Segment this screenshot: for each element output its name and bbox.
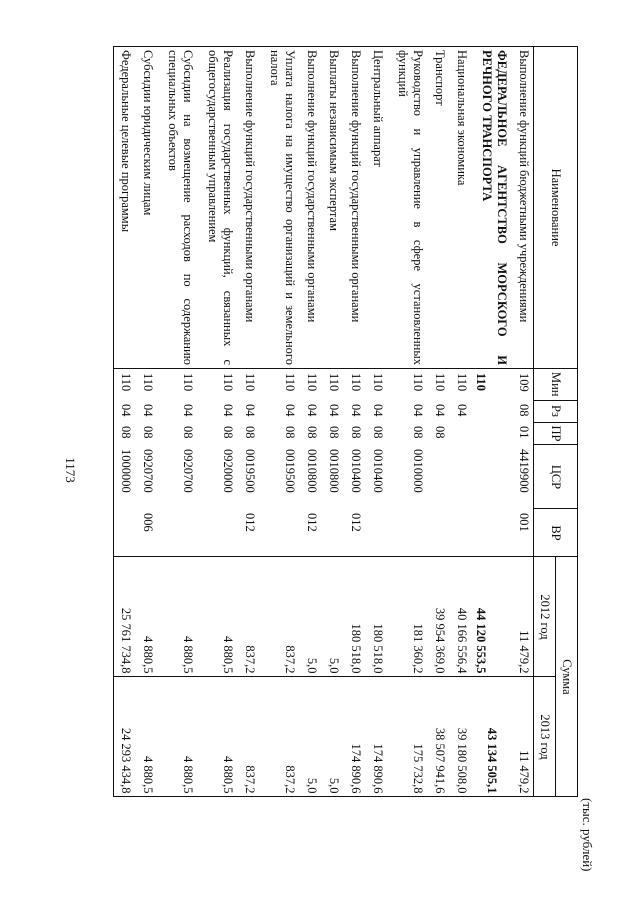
header-rz: Рз: [534, 400, 578, 422]
row-rz: 04: [243, 404, 258, 417]
row-vr: [322, 509, 344, 557]
row-rz: 04: [114, 400, 136, 422]
row-csr: 0920700: [141, 448, 156, 493]
row-name: ФЕДЕРАЛЬНОЕ АГЕНТСТВО МОРСКОГО И РЕЧНОГО ТРАНСПОРТА: [472, 47, 512, 369]
row-csr: 0019500: [283, 448, 298, 493]
row-name: Выплаты независимым экспертам: [322, 47, 344, 369]
row-min: 109: [517, 373, 531, 392]
row-name: Выполнение функций государственными органами: [238, 47, 260, 369]
row-pr: 08: [349, 426, 364, 439]
row-min: 110: [114, 369, 136, 401]
row-2013: 4 880,5: [158, 677, 198, 797]
table-row: [300, 47, 322, 797]
row-rz: 04: [181, 404, 196, 417]
row-pr: [472, 422, 512, 445]
row-csr: [450, 445, 472, 509]
row-csr: 0010400: [371, 448, 386, 493]
table-header: [534, 47, 578, 797]
row-vr: [450, 509, 472, 557]
row-rz: 04: [433, 404, 448, 417]
row-2013: 24 293 434,8: [114, 677, 136, 797]
row-csr: 0010000: [411, 448, 426, 493]
row-min: 110: [411, 373, 426, 392]
row-vr: [388, 509, 428, 557]
row-pr: 08: [283, 426, 298, 439]
row-name: Центральный аппарат: [366, 47, 388, 369]
row-2012: 39 954 369,0: [428, 557, 450, 677]
row-2013: 837,2: [238, 677, 260, 797]
row-name: Руководство и управление в сфере установленных функций: [388, 47, 428, 369]
row-min: 110: [305, 373, 320, 392]
row-min: 110: [243, 373, 258, 392]
row-min: 110: [455, 373, 470, 392]
row-pr: 08: [114, 422, 136, 445]
row-min: 110: [181, 373, 196, 392]
table-row: [450, 47, 472, 797]
row-pr: 08: [141, 426, 156, 439]
row-2012: 11 479,2: [512, 557, 534, 677]
header-sum: Сумма: [556, 557, 578, 797]
row-name: Национальная экономика: [450, 47, 472, 369]
row-pr: 08: [243, 426, 258, 439]
row-pr: 08: [371, 426, 386, 439]
row-name: Реализация государственных функций, связанных с общегосударственным управлением: [198, 47, 238, 369]
row-2013: 175 732,8: [388, 677, 428, 797]
table-row: [238, 47, 260, 797]
header-min: Мин: [534, 369, 578, 401]
row-vr: [198, 509, 238, 557]
header-2013: 2013 год: [534, 677, 556, 797]
row-2012: 4 880,5: [136, 557, 158, 677]
budget-table: [113, 46, 578, 797]
row-2012: 4 880,5: [158, 557, 198, 677]
row-2013: 5,0: [300, 677, 322, 797]
row-2013: 11 479,2: [512, 677, 534, 797]
page-number: 1173: [63, 457, 78, 483]
row-min: 110: [283, 373, 298, 392]
row-pr: [450, 422, 472, 445]
row-rz: 04: [371, 404, 386, 417]
row-2012: 180 518,0: [344, 557, 366, 677]
row-min: 110: [221, 373, 236, 392]
row-csr: 0920700: [181, 448, 196, 493]
row-rz: 04: [349, 404, 364, 417]
row-2013: 4 880,5: [136, 677, 158, 797]
table-row: [366, 47, 388, 797]
row-min: 110: [433, 373, 448, 392]
row-vr: 006: [136, 509, 158, 557]
row-pr: 08: [327, 426, 342, 439]
row-name: Выполнение функций государственными органами: [344, 47, 366, 369]
table-row: [322, 47, 344, 797]
header-name: Наименование: [534, 47, 578, 369]
row-2013: 5,0: [322, 677, 344, 797]
row-rz: 08: [517, 404, 531, 417]
row-name: Субсидии на возмещение расходов по содержанию специальных объектов: [158, 47, 198, 369]
row-csr: 0920000: [221, 448, 236, 493]
table-row: [136, 47, 158, 797]
row-csr: [472, 445, 512, 509]
row-pr: 08: [305, 426, 320, 439]
row-rz: 04: [305, 404, 320, 417]
row-2012: 180 518,0: [366, 557, 388, 677]
row-pr: 01: [517, 426, 531, 439]
row-rz: 04: [455, 404, 470, 417]
row-vr: [260, 509, 300, 557]
row-2012: 5,0: [300, 557, 322, 677]
table-row: [260, 47, 300, 797]
table-row: [472, 47, 512, 797]
table-row: [388, 47, 428, 797]
row-pr: 08: [411, 426, 426, 439]
row-2012: 40 166 556,4: [450, 557, 472, 677]
row-pr: 08: [181, 426, 196, 439]
row-2013: 174 890,6: [366, 677, 388, 797]
row-2013: 39 180 508,0: [450, 677, 472, 797]
row-name: Федеральные целевые программы: [114, 47, 136, 369]
header-2012: 2012 год: [534, 557, 556, 677]
row-2013: 38 507 941,6: [428, 677, 450, 797]
row-vr: [114, 509, 136, 557]
row-min: 110: [349, 373, 364, 392]
row-2013: 174 890,6: [344, 677, 366, 797]
row-2012: 25 761 734,8: [114, 557, 136, 677]
row-vr: [158, 509, 198, 557]
row-min: 110: [327, 373, 342, 392]
row-min: 110: [141, 373, 156, 392]
row-name: Выполнение функций бюджетными учреждениями: [512, 47, 534, 369]
row-csr: [428, 445, 450, 509]
row-csr: 4419900: [517, 448, 531, 493]
row-csr: 0010800: [305, 448, 320, 493]
row-pr: 08: [221, 426, 236, 439]
row-2013: 837,2: [260, 677, 300, 797]
row-2013: 4 880,5: [198, 677, 238, 797]
row-vr: [428, 509, 450, 557]
row-min: 110: [474, 373, 489, 392]
row-2012: 4 880,5: [198, 557, 238, 677]
row-rz: [472, 400, 512, 422]
row-vr: 012: [344, 509, 366, 557]
row-csr: 0010800: [327, 448, 342, 493]
row-csr: 1000000: [114, 445, 136, 509]
table-row: [428, 47, 450, 797]
row-rz: 04: [411, 404, 426, 417]
row-vr: 012: [300, 509, 322, 557]
row-2012: 837,2: [260, 557, 300, 677]
header-csr: ЦСР: [534, 445, 578, 509]
row-rz: 04: [283, 404, 298, 417]
row-csr: 0019500: [243, 448, 258, 493]
row-2012: 181 360,2: [388, 557, 428, 677]
row-min: 110: [371, 373, 386, 392]
units-label: (тыс. рублей): [580, 798, 595, 872]
table-row: [158, 47, 198, 797]
row-name: Уплата налога на имущество организаций и земельного налога: [260, 47, 300, 369]
row-2013: 43 134 505,1: [472, 677, 512, 797]
table-body: [114, 47, 534, 797]
table-row: [512, 47, 534, 797]
row-vr: 012: [238, 509, 260, 557]
row-rz: 04: [141, 404, 156, 417]
row-name: Субсидии юридическим лицам: [136, 47, 158, 369]
table-row: [114, 47, 136, 797]
header-vr: ВР: [534, 509, 578, 557]
table-row: [344, 47, 366, 797]
row-2012: 44 120 553,5: [472, 557, 512, 677]
table-row: [198, 47, 238, 797]
row-rz: 04: [221, 404, 236, 417]
row-rz: 04: [327, 404, 342, 417]
row-name: Выполнение функций государственными органами: [300, 47, 322, 369]
row-vr: [472, 509, 512, 557]
row-name: Транспорт: [428, 47, 450, 369]
row-csr: 0010400: [349, 448, 364, 493]
header-pr: ПР: [534, 422, 578, 445]
row-vr: 001: [512, 509, 534, 557]
row-2012: 5,0: [322, 557, 344, 677]
row-2012: 837,2: [238, 557, 260, 677]
row-vr: [366, 509, 388, 557]
row-pr: 08: [433, 426, 448, 439]
